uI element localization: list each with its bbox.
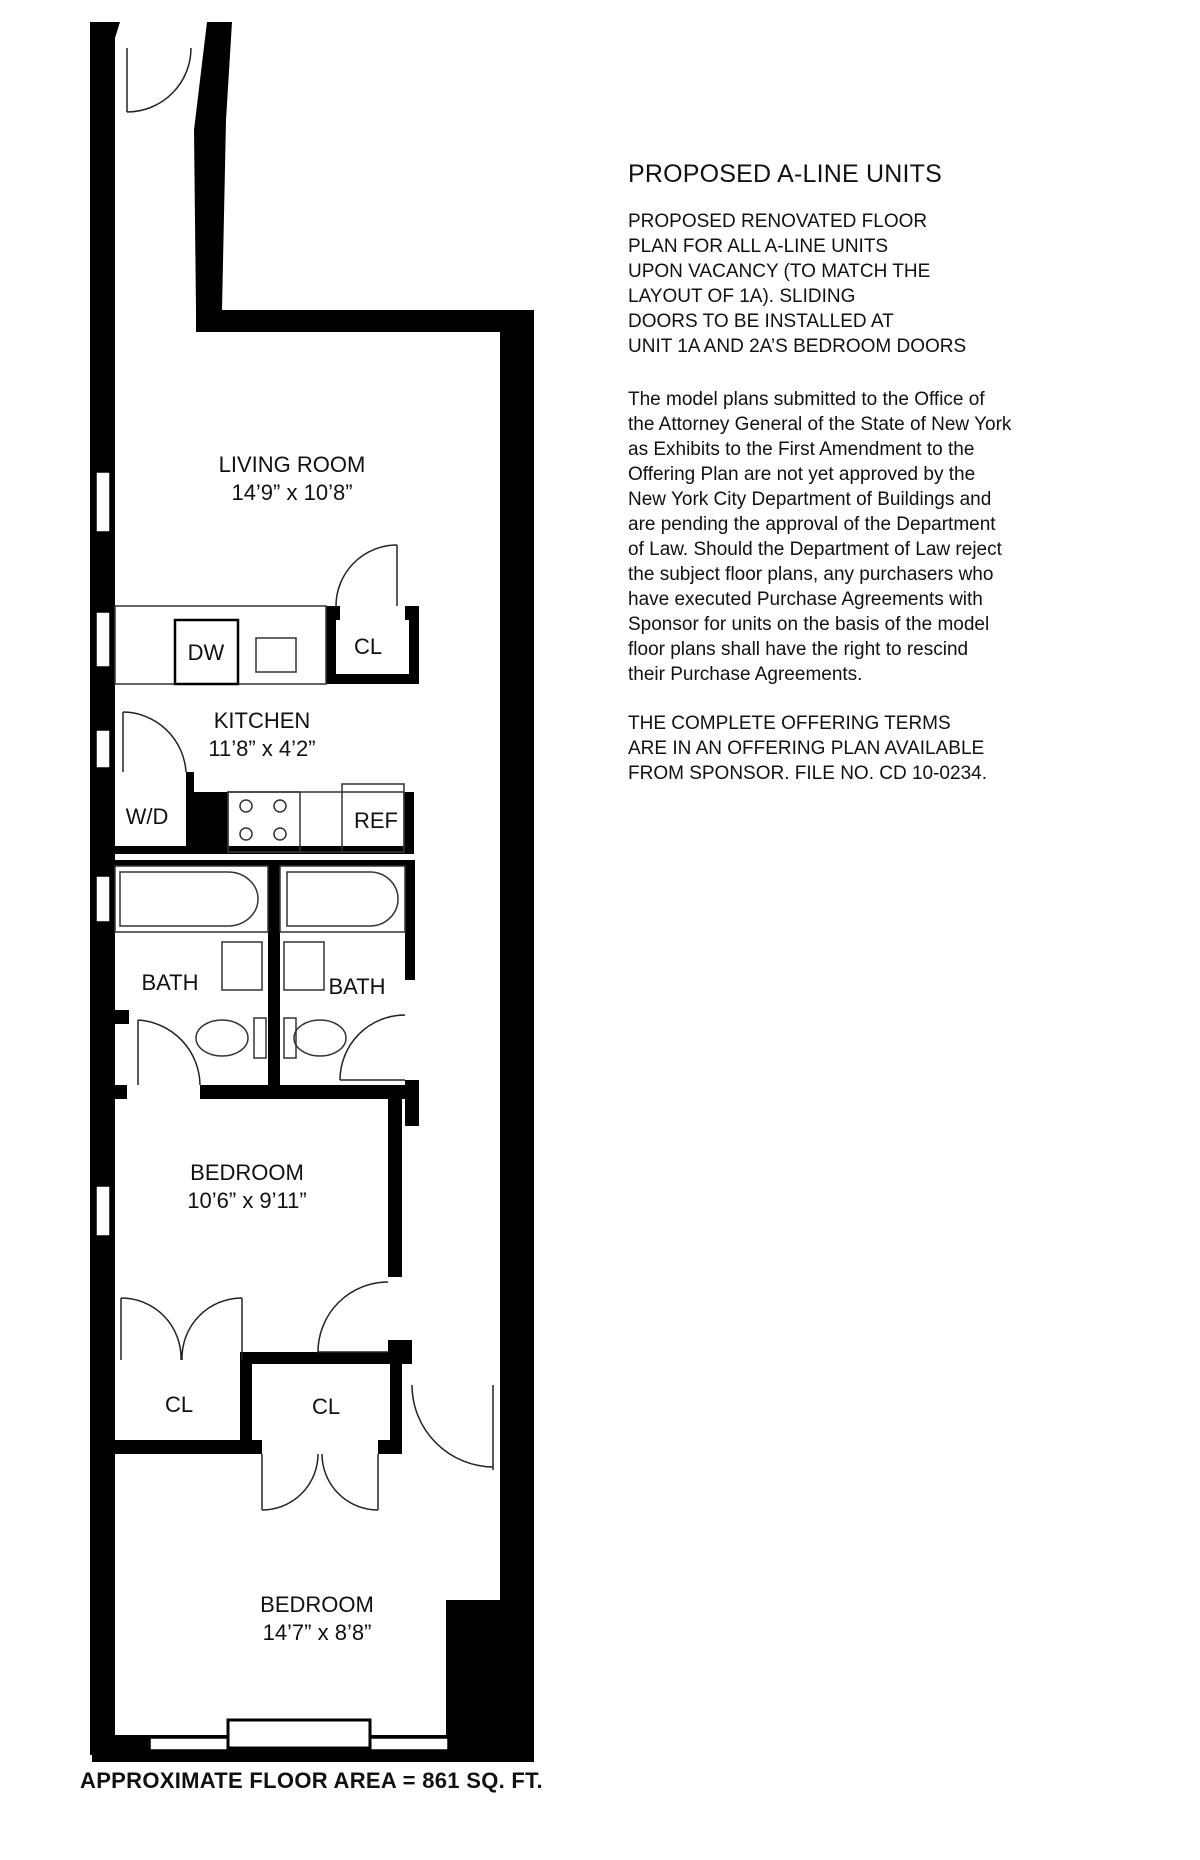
window (96, 472, 110, 532)
summary-line: PROPOSED RENOVATED FLOOR (628, 211, 928, 232)
disclaimer-line: Sponsor for units on the basis of the model (628, 614, 990, 635)
notes-disclaimer (628, 387, 1188, 687)
closet-kitchen-label: CL (353, 634, 383, 659)
floor-area-label: APPROXIMATE FLOOR AREA = 861 SQ. FT. (80, 1768, 543, 1793)
window (96, 612, 110, 667)
wall-entry-right (194, 22, 232, 310)
summary-line: UPON VACANCY (TO MATCH THE (628, 261, 931, 282)
notes-panel (628, 160, 1188, 786)
bath-fixtures (115, 866, 405, 1058)
wall-top (196, 310, 534, 332)
bedroom-1-size: 10’6” x 9’11” (187, 1188, 307, 1213)
disclaimer-line: New York City Department of Buildings and (628, 489, 992, 510)
doors (121, 48, 493, 1510)
disclaimer-line: of Law. Should the Department of Law reject (628, 539, 1002, 560)
disclaimer-line: as Exhibits to the First Amendment to the (628, 439, 975, 460)
room-labels (141, 452, 385, 1645)
bedroom-2-size: 14’7” x 8’8” (262, 1620, 372, 1645)
sink (256, 638, 296, 672)
wall-closet-right-bottom-left (252, 1440, 262, 1454)
wall-bath-right (405, 860, 415, 980)
washer-dryer-label: W/D (125, 804, 169, 829)
wall-bedroom1-door-stub (388, 1340, 412, 1364)
living-room-size: 14’9” x 10’8” (231, 480, 353, 505)
wall-closet-right-right (390, 1352, 402, 1452)
wall-bath-door-jamb (115, 1010, 129, 1024)
dishwasher-label: DW (187, 640, 225, 665)
wall-bath-top (115, 860, 415, 866)
window (96, 730, 110, 768)
wall-closet-left-right (240, 1352, 252, 1454)
burner (274, 828, 286, 840)
burner (240, 828, 252, 840)
kitchen-size: 11’8” x 4’2” (208, 736, 316, 761)
wall-bath-left-stub (115, 1085, 127, 1099)
bedroom-1-name: BEDROOM (190, 1160, 304, 1185)
vanity-left (222, 942, 262, 990)
vanity-right (284, 942, 324, 990)
notes-summary (628, 209, 1188, 359)
wall-closet-bottom (326, 674, 419, 684)
notes-terms (628, 711, 1188, 786)
wall-bottom-pier (446, 1600, 506, 1750)
disclaimer-line: have executed Purchase Agreements with (628, 589, 983, 610)
summary-line: DOORS TO BE INSTALLED AT (628, 311, 894, 332)
wall-right-outer (500, 310, 534, 1762)
closet-bedroom-left-label: CL (164, 1392, 194, 1417)
disclaimer-line: Offering Plan are not yet approved by the (628, 464, 976, 485)
window (96, 876, 110, 922)
kitchen-name: KITCHEN (213, 708, 311, 733)
terms-line: ARE IN AN OFFERING PLAN AVAILABLE (628, 738, 985, 759)
burner (274, 800, 286, 812)
walls (90, 22, 534, 1762)
terms-line: FROM SPONSOR. FILE NO. CD 10-0234. (628, 763, 987, 784)
window (96, 1186, 110, 1236)
toilet-bowl-left (196, 1020, 248, 1056)
wall-closet-left (326, 606, 336, 684)
summary-line: UNIT 1A AND 2A’S BEDROOM DOORS (628, 336, 967, 357)
toilet-tank-left (254, 1018, 266, 1058)
tub-right (280, 866, 405, 932)
terms-line: THE COMPLETE OFFERING TERMS (628, 713, 951, 734)
range (228, 792, 300, 852)
bath-left-name: BATH (141, 970, 199, 995)
disclaimer-line: the Attorney General of the State of New York (628, 414, 1012, 435)
wall-closet-right-bottom-right (378, 1440, 402, 1454)
living-room-name: LIVING ROOM (218, 452, 366, 477)
wall-bath-divider (268, 860, 280, 1090)
disclaimer-line: are pending the approval of the Department (628, 514, 996, 535)
summary-line: LAYOUT OF 1A). SLIDING (628, 286, 856, 307)
wall-kitchen-bottom (225, 846, 414, 854)
wall-bath-bottom (200, 1085, 419, 1099)
burner (240, 800, 252, 812)
notes-title: PROPOSED A-LINE UNITS (628, 160, 942, 188)
wall-closet-left-bottom (115, 1440, 262, 1454)
disclaimer-line: floor plans shall have the right to rescind (628, 639, 969, 660)
bath-right-name: BATH (328, 974, 386, 999)
bedroom-2-name: BEDROOM (260, 1592, 374, 1617)
wall-range-block (194, 792, 228, 854)
wall-ref-right (404, 792, 414, 854)
disclaimer-line: their Purchase Agreements. (628, 664, 863, 685)
toilet-bowl-right (294, 1020, 346, 1056)
wall-bedroom1-right (388, 1099, 402, 1277)
summary-line: PLAN FOR ALL A-LINE UNITS (628, 236, 889, 257)
refrigerator-label: REF (354, 808, 398, 833)
disclaimer-line: The model plans submitted to the Office of (628, 389, 985, 410)
wall-closet-divider-top (240, 1352, 402, 1364)
wall-closet-right (409, 606, 419, 684)
disclaimer-line: the subject floor plans, any purchasers who (628, 564, 994, 585)
closet-bedroom-right-label: CL (311, 1394, 341, 1419)
wall-wd-right (186, 772, 194, 852)
